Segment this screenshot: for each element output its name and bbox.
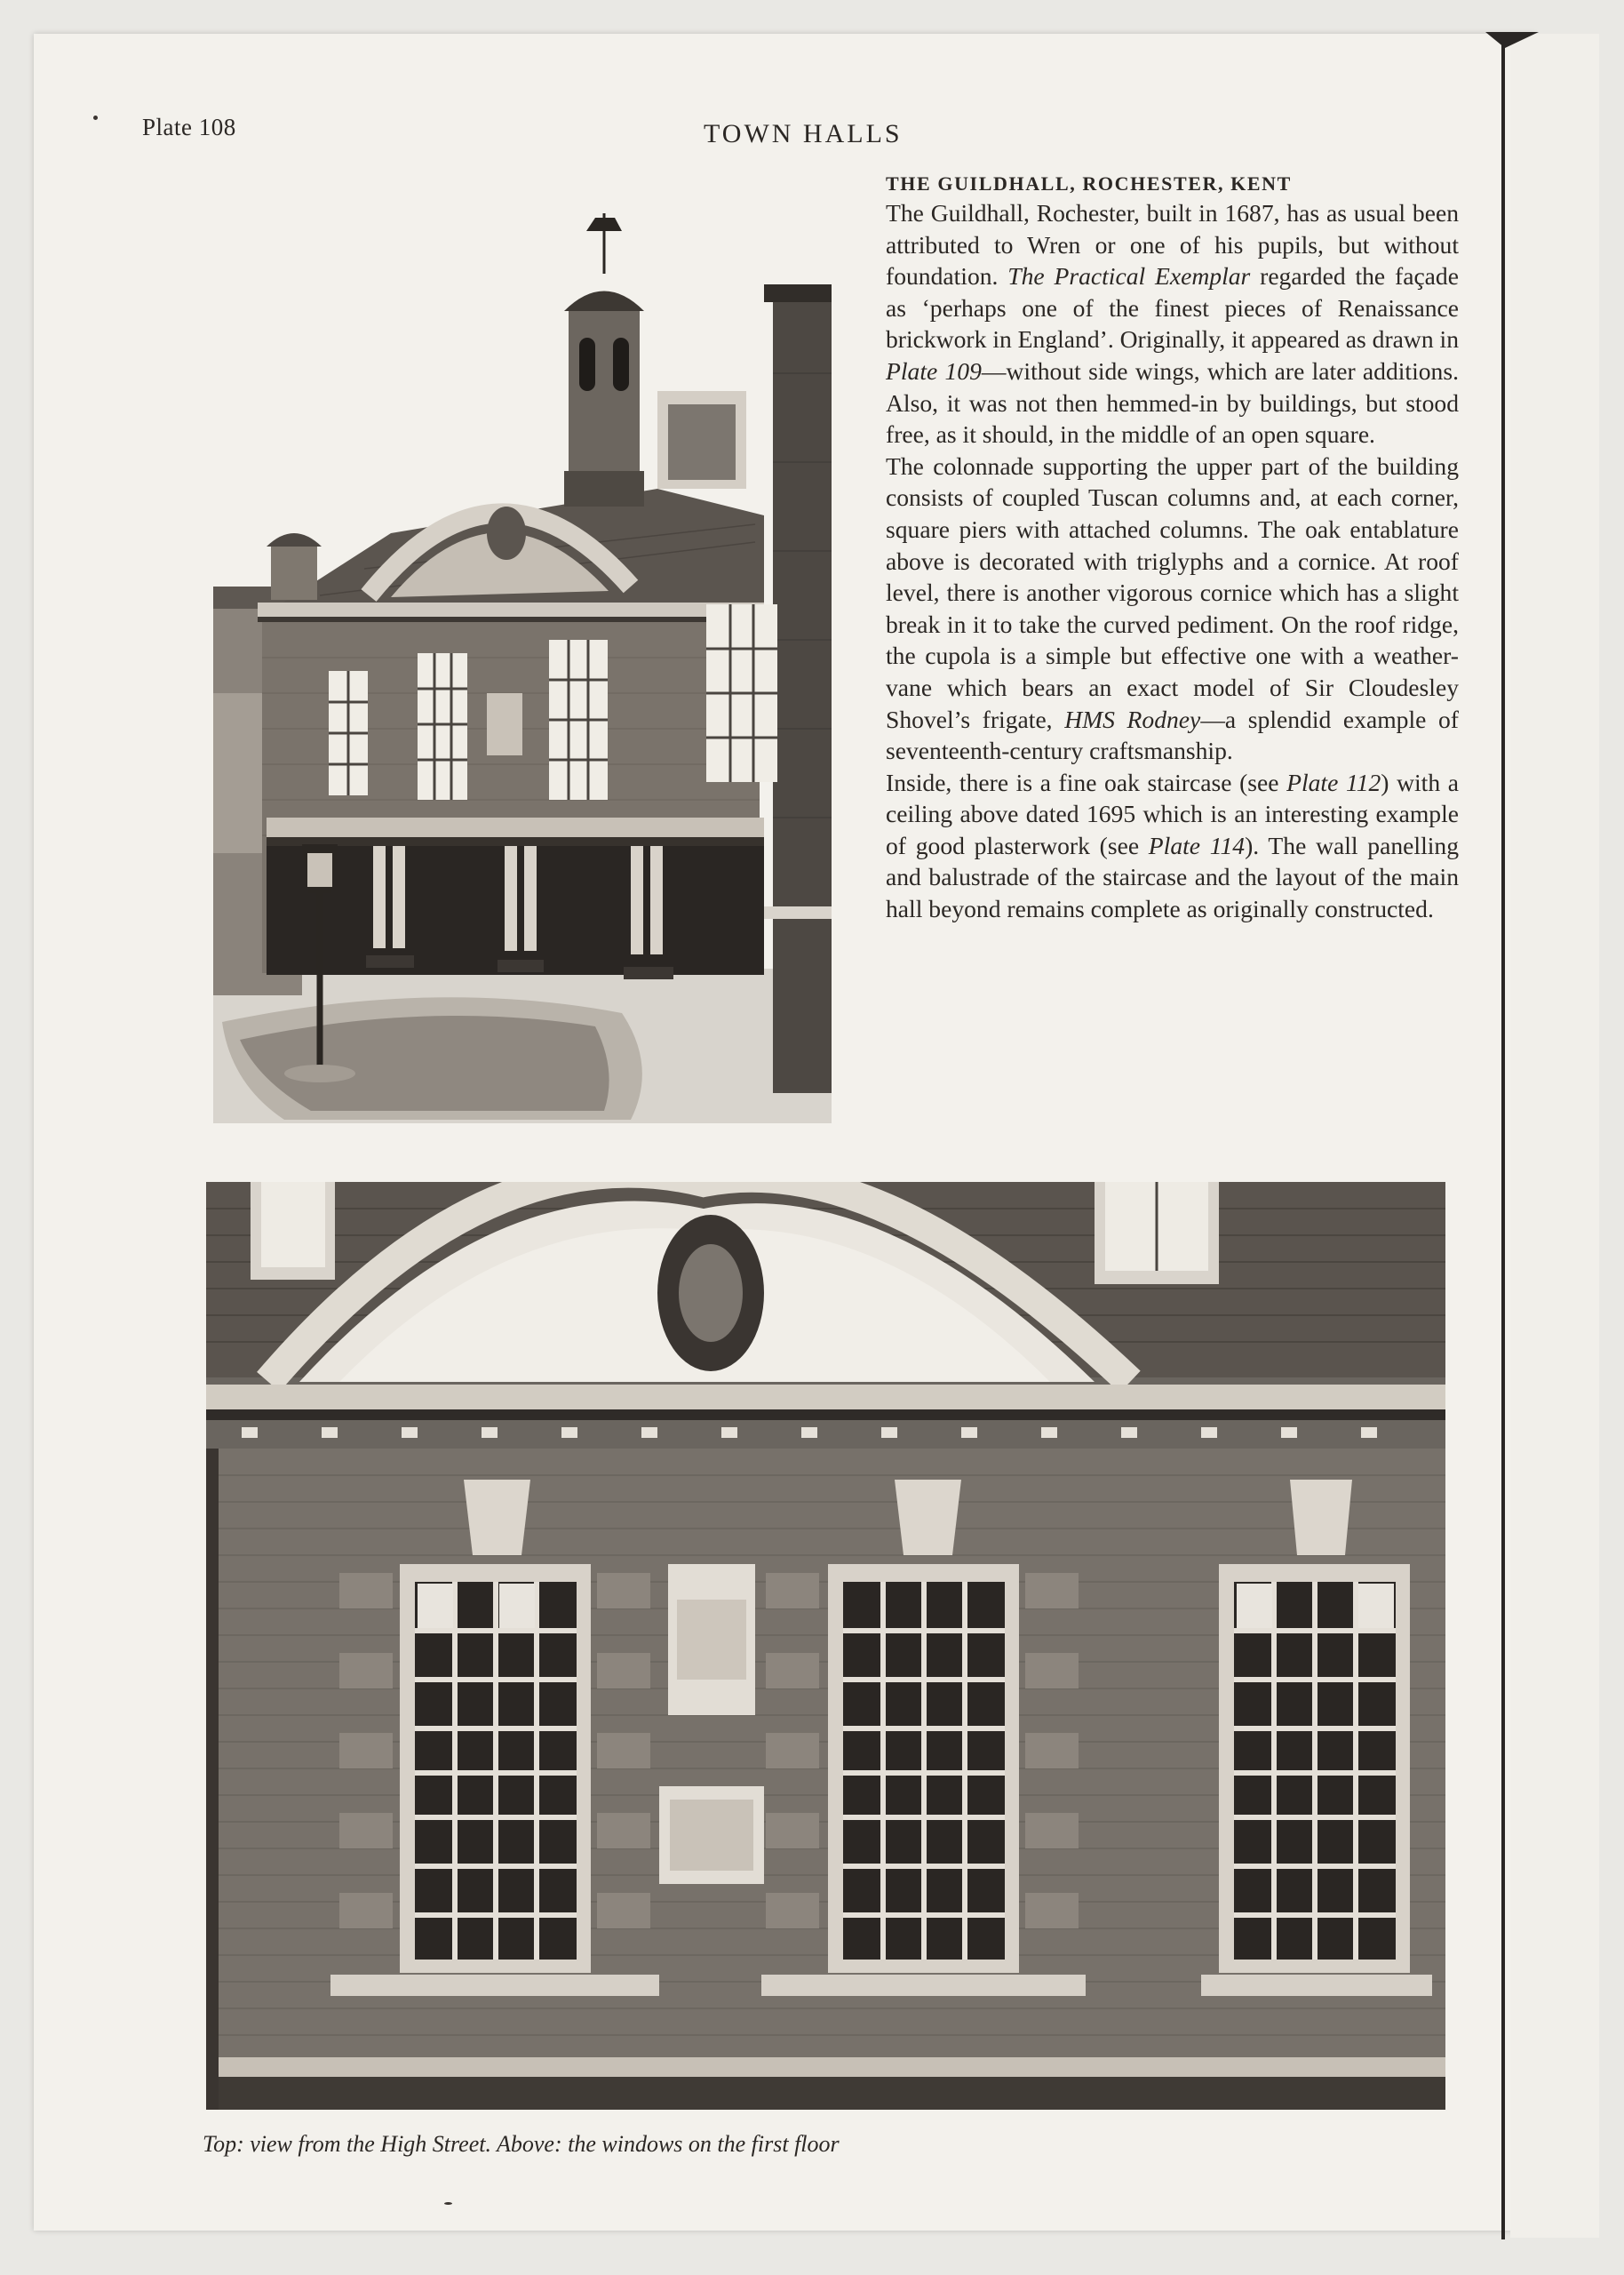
p1-text-b: regarded the façade as ‘perhaps one of the finest pieces of Renaissance brickwork in England’. Originally, it appeared as drawn in bbox=[886, 262, 1459, 354]
paper-speck bbox=[93, 116, 98, 120]
p3-text-a: Inside, there is a fine oak staircase (see bbox=[886, 768, 1287, 796]
p3-text-c: ). The wall panelling and balustrade of the staircase and the layout of the main hall beyond remains complete as originally constructed. bbox=[886, 831, 1459, 923]
binding-rule bbox=[1501, 36, 1505, 2239]
photo-caption: Top: view from the High Street. Above: the windows on the first floor bbox=[203, 2131, 840, 2157]
p1-book-title: The Practical Exemplar bbox=[1007, 262, 1251, 291]
photo-first-floor-windows bbox=[206, 1182, 1445, 2110]
page-edge bbox=[1510, 34, 1599, 2238]
article-text bbox=[886, 172, 1459, 925]
binding-rule-top bbox=[1485, 32, 1539, 48]
p3-plate-ref-2: Plate 114 bbox=[1148, 831, 1246, 859]
article-heading: THE GUILDHALL, ROCHESTER, KENT bbox=[886, 172, 1292, 195]
p1-text-c: —without side wings, which are later additions. Also, it was not then hemmed-in by buildings, but stood free, as it should, in the middle of an open square. bbox=[886, 356, 1459, 449]
p1-plate-ref: Plate 109 bbox=[886, 356, 982, 385]
p2-text-b: —a splendid example of seventeenth-century craftsmanship. bbox=[886, 705, 1459, 765]
paper-speck bbox=[444, 2202, 452, 2205]
paragraph-history bbox=[886, 197, 1459, 451]
running-head: TOWN HALLS bbox=[704, 119, 903, 148]
p1-text-a: The Guildhall, Rochester, built in 1687, has as usual been attributed to Wren or one of his pupils, but without foundation. bbox=[886, 199, 1459, 291]
p2-text-a: The colonnade supporting the upper part of the building consists of coupled Tuscan columns and, at each corner, square piers with attached columns. The oak entablature above is decorated with triglyphs and a cornice. At roof level, there is another vigorous cornice which has a slight break in it to take the curved pediment. On the roof ridge, the cupola is a simple but effective one with a weather-vane which bears an exact model of Sir Cloudesley Shovel’s frigate, bbox=[886, 451, 1459, 733]
p3-plate-ref-1: Plate 112 bbox=[1286, 768, 1381, 796]
paragraph-colonnade bbox=[886, 451, 1459, 767]
paragraph-interior bbox=[886, 767, 1459, 925]
plate-number: Plate 108 bbox=[142, 114, 236, 140]
p2-ship-name: HMS Rodney bbox=[1064, 705, 1201, 733]
p3-text-b: ) with a ceiling above dated 1695 which is an interesting example of good plasterwork (see bbox=[886, 768, 1459, 859]
photo-guildhall-street-view bbox=[213, 196, 832, 1123]
